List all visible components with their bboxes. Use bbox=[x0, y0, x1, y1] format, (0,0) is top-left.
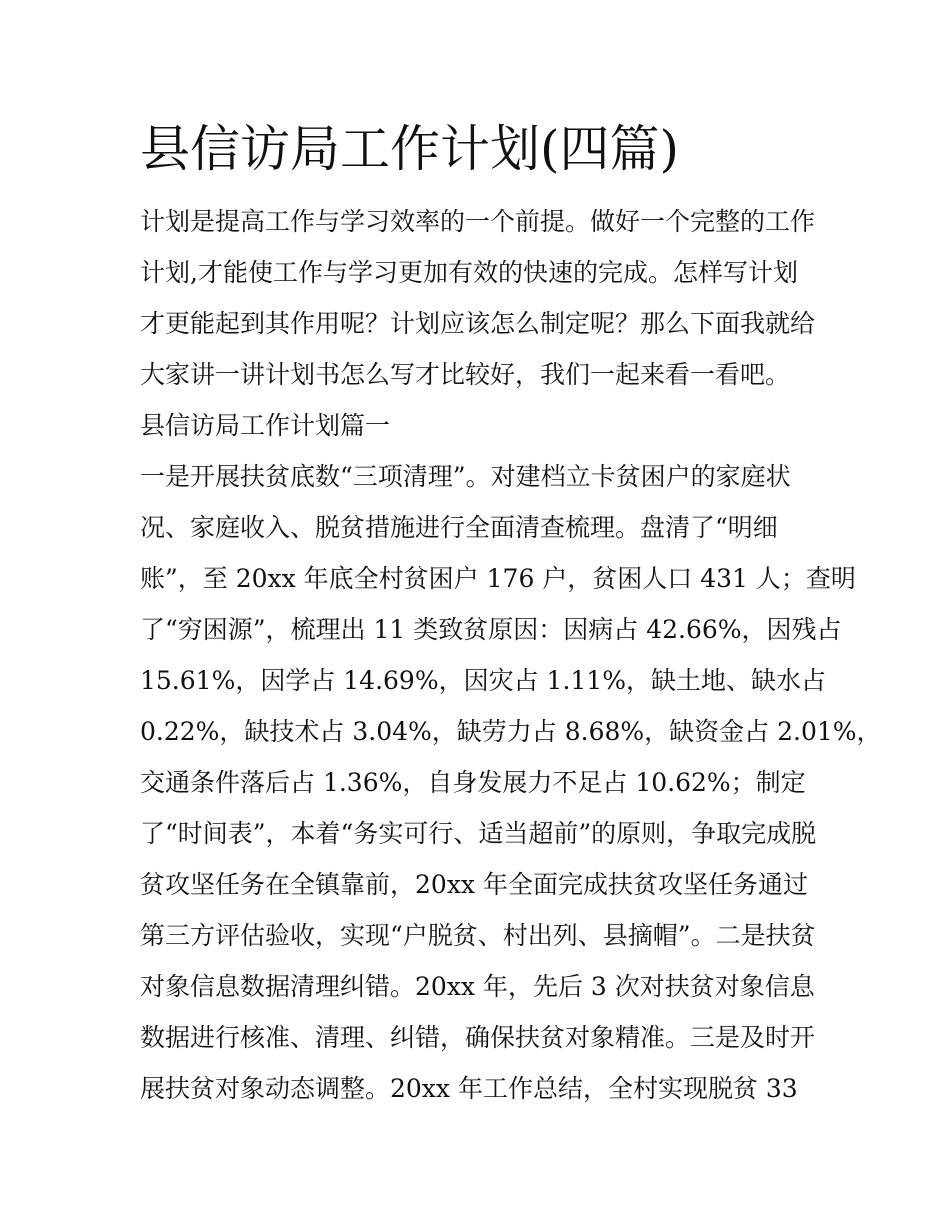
body-line: 计划,才能使工作与学习更加有效的快速的完成。怎样写计划 bbox=[140, 258, 798, 287]
body-line: 一是开展扶贫底数“三项清理”。对建档立卡贫困户的家庭状 bbox=[140, 462, 791, 491]
body-line: 了“穷困源”，梳理出 11 类致贫原因：因病占 42.66%，因残占 bbox=[140, 615, 842, 644]
body-line: 大家讲一讲计划书怎么写才比较好，我们一起来看一看吧。 bbox=[140, 360, 791, 389]
document-title: 县信访局工作计划(四篇) bbox=[140, 120, 680, 178]
body-line: 数据进行核准、清理、纠错，确保扶贫对象精准。三是及时开 bbox=[140, 1023, 816, 1052]
body-line: 况、家庭收入、脱贫措施进行全面清查梳理。盘清了“明细 bbox=[140, 513, 778, 542]
body-line: 贫攻坚任务在全镇靠前，20xx 年全面完成扶贫攻坚任务通过 bbox=[140, 870, 808, 899]
section-heading: 县信访局工作计划篇一 bbox=[140, 411, 391, 440]
body-line: 0.22%，缺技术占 3.04%，缺劳力占 8.68%，缺资金占 2.01%， bbox=[140, 717, 882, 746]
body-line: 第三方评估验收，实现“户脱贫、村出列、县摘帽”。二是扶贫 bbox=[140, 921, 816, 950]
body-line: 展扶贫对象动态调整。20xx 年工作总结，全村实现脱贫 33 bbox=[140, 1074, 798, 1103]
body-line: 计划是提高工作与学习效率的一个前提。做好一个完整的工作 bbox=[140, 207, 816, 236]
body-line: 账”，至 20xx 年底全村贫困户 176 户，贫困人口 431 人；查明 bbox=[140, 564, 856, 593]
body-line: 了“时间表”，本着“务实可行、适当超前”的原则，争取完成脱 bbox=[140, 819, 817, 848]
body-line: 才更能起到其作用呢？计划应该怎么制定呢？那么下面我就给 bbox=[140, 309, 816, 338]
body-line: 交通条件落后占 1.36%，自身发展力不足占 10.62%；制定 bbox=[140, 768, 806, 797]
body-line: 15.61%，因学占 14.69%，因灾占 1.11%，缺土地、缺水占 bbox=[140, 666, 826, 695]
body-line: 对象信息数据清理纠错。20xx 年，先后 3 次对扶贫对象信息 bbox=[140, 972, 815, 1001]
